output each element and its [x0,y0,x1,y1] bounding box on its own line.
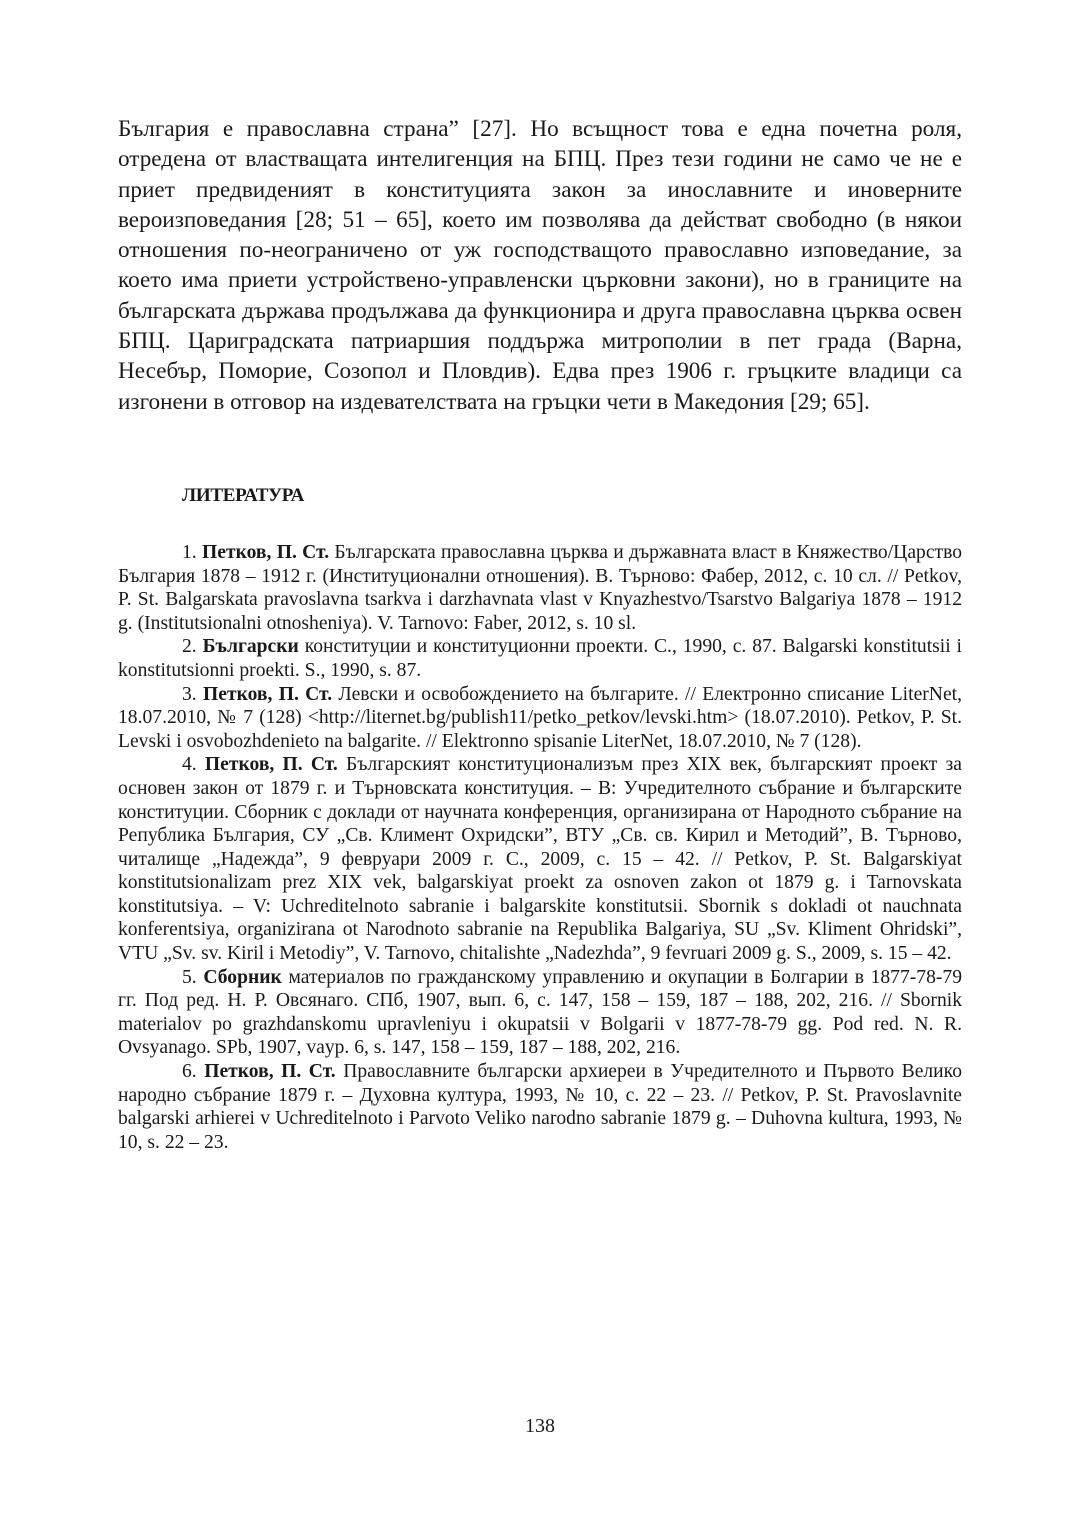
reference-item [118,1060,962,1154]
reference-number: 3. [182,683,197,705]
reference-text: Българската православна църква и държавната власт в Княжество/Царство България 1878 – 1912 г. (Институционални отношения). В. Търново: Фабер, 2012, с. 10 сл. // Petkov, P. St. Balgarskata pravoslavna tsarkva i darzhavnata vlast v Knyazhestvo/Tsarstvo Balgariya 1878 – 1912 g. (Institutsionalni otnosheniya). V. Tarnovo: Faber, 2012, s. 10 sl. [118,541,962,634]
reference-item [118,753,962,965]
reference-text: материалов по гражданскому управлению и окупации в Болгарии в 1877-78-79 гг. Под ред. Н. Р. Овсянаго. СПб, 1907, вып. 6, с. 147, 158 – 159, 187 – 188, 202, 216. // Sbornik materialov po grazhdanskomu upravleniyu i okupatsii v Bolgarii v 1877-78-79 gg. Pod red. N. R. Ovsyanago. SPb, 1907, vayp. 6, s. 147, 158 – 159, 187 – 188, 202, 216. [118,966,962,1059]
reference-author: Петков, П. Ст. [204,754,338,776]
reference-number: 4. [182,754,197,776]
reference-author: Петков, П. Ст. [203,683,333,705]
reference-text: Левски и освобождението на българите. // Електронно списание LiterNet, 18.07.2010, № 7 (128) <http://liternet.bg/publish11/petko_petkov/levski.htm> (18.07.2010). Petkov, P. St. Levski i osvobozhdenieto na balgarite. // Elektronno spisanie LiterNet, 18.07.2010, № 7 (128). [118,683,962,752]
body-paragraph: България е православна страна” [27]. Но всъщност това е една почетна роля, отредена от властващата интелигенция на БПЦ. През тези години не само че не е приет предвиденият в конституцията закон за инославните и иноверните вероизповедания [28; 51 – 65], което им позволява да действат свободно (в някои отношения по-неограничено от уж господстващото православно изповедание, за което има приети устройствено-управленски църковни закони), но в границите на българската държава продължава да функционира и друга православна църква освен БПЦ. Цариградската патриаршия поддържа митрополии в пет града (Варна, Несебър, Поморие, Созопол и Пловдив). Едва през 1906 г. гръцките владици са изгонени в отговор на издевателствата на гръцки чети в Македония [29; 65]. [118,116,962,415]
reference-text: Българският конституционализъм през ХІХ век, българският проект за основен закон от 1879 г. и Търновската конституция. – В: Учредителното събрание и българските конституции. Сборник с доклади от научната конференция, организирана от Народното събрание на Република България, СУ „Св. Климент Охридски”, ВТУ „Св. св. Кирил и Методий”, В. Търново, читалище „Надежда”, 9 февруари 2009 г. С., 2009, с. 15 – 42. // Petkov, P. St. Balgarskiyat konstitutsionalizam prez XIX vek, balgarskiyat proekt za osnoven zakon ot 1879 g. i Tarnovskata konstitutsiya. – V: Uchreditelnoto sabranie i balgarskite konstitutsii. Sbornik s dokladi ot nauchnata konferentsiya, organizirana ot Narodnoto sabranie na Republika Balgariya, SU „Sv. Kliment Ohridski”, VTU „Sv. sv. Kiril i Metodiy”, V. Tarnovo, chitalishte „Nadezhda”, 9 fevruari 2009 g. S., 2009, s. 15 – 42. [118,754,962,965]
reference-text: конституции и конституционни проекти. С., 1990, с. 87. Balgarski konstitutsii i konstitutsionni proekti. S., 1990, s. 87. [118,636,962,681]
reference-number: 2. [182,636,197,658]
reference-author: Български [202,636,299,658]
reference-number: 5. [182,966,197,988]
reference-item [118,541,962,635]
reference-text: Православните български архиереи в Учредителното и Първото Велико народно събрание 1879 г. – Духовна култура, 1993, № 10, с. 22 – 23. // Petkov, P. St. Pravoslavnite balgarski arhierei v Uchreditelnoto i Parvoto Veliko narodno sabranie 1879 g. – Duhovna kultura, 1993, № 10, s. 22 – 23. [118,1061,962,1153]
reference-number: 1. [182,541,197,563]
references-list [118,541,962,1154]
reference-author: Петков, П. Ст. [204,1061,336,1083]
page-content [118,114,962,1154]
references-heading: ЛИТЕРАТУРА [182,484,305,506]
reference-item [118,683,962,754]
reference-author: Петков, П. Ст. [202,541,330,563]
reference-item [118,635,962,682]
page-number: 138 [525,1415,555,1437]
reference-author: Сборник [203,966,282,988]
reference-number: 6. [182,1061,197,1083]
reference-item [118,966,962,1060]
